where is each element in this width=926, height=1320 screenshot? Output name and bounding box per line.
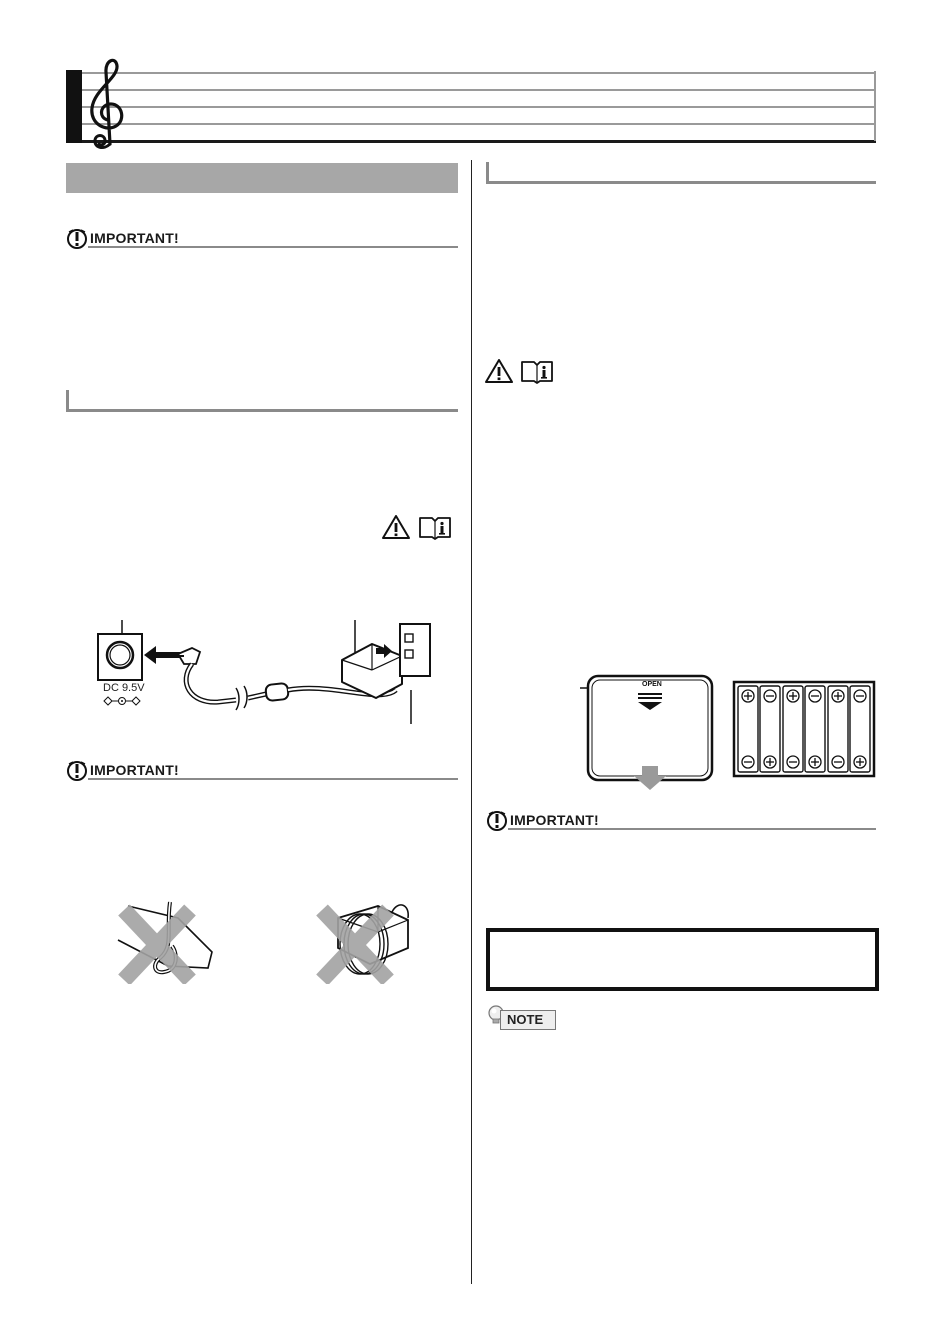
important-heading bbox=[486, 810, 876, 834]
treble-clef-icon bbox=[84, 52, 134, 154]
note-heading bbox=[486, 1004, 556, 1030]
note-badge bbox=[500, 1010, 556, 1030]
staff-line bbox=[80, 72, 876, 74]
important-label: IMPORTANT! bbox=[90, 230, 179, 246]
column-divider bbox=[471, 160, 472, 1284]
staff-start-block bbox=[66, 70, 82, 143]
manual-info-icon bbox=[418, 514, 452, 540]
subsection-heading bbox=[486, 162, 876, 184]
staff-line bbox=[66, 140, 876, 143]
divider bbox=[508, 828, 876, 830]
polarity-symbol-icon bbox=[102, 696, 142, 706]
subsection-heading bbox=[66, 390, 458, 412]
important-heading bbox=[66, 760, 458, 784]
divider bbox=[66, 409, 458, 412]
open-label: OPEN bbox=[642, 681, 662, 688]
cord-wrapped-illustration bbox=[308, 898, 420, 984]
staff-end-bar bbox=[874, 71, 876, 141]
manual-info-icon bbox=[520, 358, 554, 384]
note-label: NOTE bbox=[507, 1012, 544, 1027]
staff-line bbox=[80, 123, 876, 125]
important-label: IMPORTANT! bbox=[90, 762, 179, 778]
cord-bent-illustration bbox=[108, 900, 224, 984]
divider bbox=[88, 246, 458, 248]
boxed-notice bbox=[486, 928, 879, 991]
important-label: IMPORTANT! bbox=[510, 812, 599, 828]
divider bbox=[88, 778, 458, 780]
battery-compartment-illustration bbox=[732, 680, 876, 778]
ac-adapter-illustration bbox=[80, 612, 440, 742]
staff-line bbox=[80, 106, 876, 108]
staff-line bbox=[80, 89, 876, 91]
jack-label: DC 9.5V bbox=[103, 682, 145, 694]
important-heading bbox=[66, 228, 458, 252]
divider bbox=[486, 181, 876, 184]
caution-triangle-icon bbox=[484, 358, 514, 384]
caution-triangle-icon bbox=[381, 514, 411, 540]
battery-cover-illustration bbox=[578, 670, 718, 794]
section-title-bar bbox=[66, 163, 458, 193]
